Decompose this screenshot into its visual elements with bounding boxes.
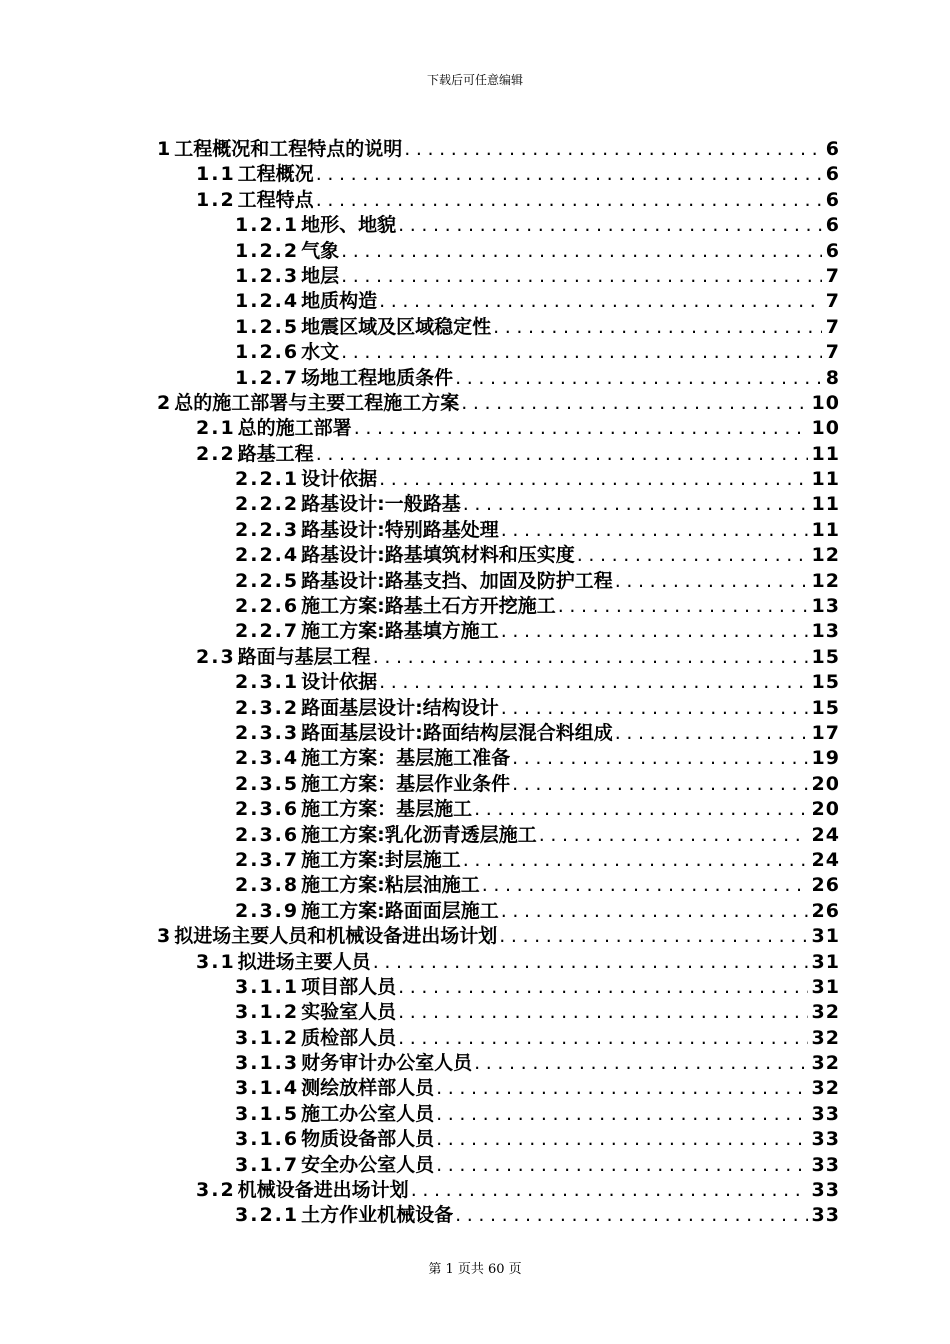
toc-entry-number: 2.2.1 xyxy=(235,468,300,491)
toc-entry-page-number: 6 xyxy=(825,214,840,237)
toc-dot-leader xyxy=(436,1153,807,1178)
toc-dot-leader xyxy=(558,594,808,619)
toc-entry[interactable] xyxy=(157,873,840,898)
toc-dot-leader xyxy=(341,340,822,365)
toc-entry-page-number: 12 xyxy=(811,544,840,567)
toc-entry[interactable] xyxy=(157,1127,840,1152)
toc-entry-page-number: 6 xyxy=(825,239,840,262)
toc-entry-page-number: 7 xyxy=(825,264,840,287)
toc-entry-page-number: 15 xyxy=(811,696,840,719)
toc-entry-page-number: 32 xyxy=(811,1052,840,1075)
toc-entry-number: 2.3.6 xyxy=(235,798,300,821)
toc-entry-number: 3.1 xyxy=(196,950,236,973)
toc-entry-title: 路基工程 xyxy=(237,442,314,465)
toc-entry-title: 安全办公室人员 xyxy=(301,1153,435,1176)
table-of-contents xyxy=(157,137,840,1229)
page-header: 下载后可任意编辑 xyxy=(426,73,523,87)
toc-entry[interactable] xyxy=(157,797,840,822)
toc-dot-leader xyxy=(482,873,808,898)
toc-entry-page-number: 8 xyxy=(825,366,840,389)
toc-entry[interactable] xyxy=(157,645,840,670)
toc-entry-page-number: 24 xyxy=(811,848,840,871)
toc-entry-title: 施工方案：基层作业条件 xyxy=(301,772,511,795)
toc-entry-number: 3.1.5 xyxy=(235,1102,300,1125)
toc-entry[interactable] xyxy=(157,442,840,467)
toc-dot-leader xyxy=(461,391,807,416)
toc-entry-number: 1.2.5 xyxy=(235,315,300,338)
toc-entry-title: 实验室人员 xyxy=(301,1001,397,1024)
toc-entry-number: 2.3.9 xyxy=(235,899,300,922)
toc-entry-title: 施工方案:粘层油施工 xyxy=(301,874,480,897)
toc-entry-title: 总的施工部署与主要工程施工方案 xyxy=(174,391,460,414)
toc-entry-title: 施工方案:路基填方施工 xyxy=(301,620,499,643)
toc-dot-leader xyxy=(463,492,808,517)
toc-entry[interactable] xyxy=(157,188,840,213)
toc-entry-title: 设计依据 xyxy=(301,671,378,694)
toc-entry-number: 2.3.2 xyxy=(235,696,300,719)
toc-entry-title: 气象 xyxy=(301,239,340,262)
toc-entry[interactable] xyxy=(157,518,840,543)
toc-entry[interactable] xyxy=(157,975,840,1000)
toc-dot-leader xyxy=(501,518,808,543)
toc-entry[interactable] xyxy=(157,924,840,949)
toc-entry-title: 机械设备进出场计划 xyxy=(237,1179,409,1202)
toc-dot-leader xyxy=(455,1203,807,1228)
toc-dot-leader xyxy=(512,772,807,797)
toc-entry-number: 2.3.1 xyxy=(235,671,300,694)
toc-entry[interactable] xyxy=(157,264,840,289)
toc-entry-number: 2.2.5 xyxy=(235,569,300,592)
toc-entry-number: 2.3.7 xyxy=(235,848,300,871)
toc-entry[interactable] xyxy=(157,543,840,568)
toc-entry-number: 3.1.2 xyxy=(235,1001,300,1024)
toc-dot-leader xyxy=(316,162,822,187)
toc-entry-title: 路基设计:路基支挡、加固及防护工程 xyxy=(301,569,613,592)
toc-entry-page-number: 32 xyxy=(811,1001,840,1024)
toc-entry[interactable] xyxy=(157,1178,840,1203)
toc-dot-leader xyxy=(379,467,807,492)
toc-entry-title: 施工办公室人员 xyxy=(301,1102,435,1125)
toc-entry-title: 工程概况和工程特点的说明 xyxy=(174,138,403,160)
toc-entry[interactable] xyxy=(157,1026,840,1051)
toc-dot-leader xyxy=(474,1051,807,1076)
toc-entry-number: 2.3.8 xyxy=(235,874,300,897)
toc-entry-title: 路基设计:特别路基处理 xyxy=(301,518,499,541)
toc-entry[interactable] xyxy=(157,569,840,594)
toc-entry-number: 2.2.4 xyxy=(235,544,300,567)
toc-entry-number: 2.3.6 xyxy=(235,823,300,846)
toc-entry-page-number: 32 xyxy=(811,1077,840,1100)
toc-dot-leader xyxy=(398,1026,807,1051)
toc-entry-page-number: 7 xyxy=(825,290,840,313)
toc-entry-number: 1 xyxy=(157,138,173,160)
toc-entry-page-number: 11 xyxy=(811,468,840,491)
toc-dot-leader xyxy=(398,213,822,238)
toc-dot-leader xyxy=(501,899,808,924)
toc-entry-page-number: 33 xyxy=(811,1204,840,1227)
toc-dot-leader xyxy=(577,543,808,568)
toc-entry-page-number: 12 xyxy=(811,569,840,592)
toc-entry-page-number: 19 xyxy=(811,747,840,770)
toc-entry-title: 质检部人员 xyxy=(301,1026,397,1049)
toc-entry-title: 工程概况 xyxy=(237,163,314,186)
toc-entry-title: 施工方案：基层施工 xyxy=(301,798,473,821)
toc-entry[interactable] xyxy=(157,899,840,924)
toc-entry-title: 拟进场主要人员 xyxy=(237,950,371,973)
toc-entry[interactable] xyxy=(157,1000,840,1025)
toc-entry-number: 2.2.6 xyxy=(235,595,300,618)
toc-entry[interactable] xyxy=(157,1203,840,1228)
toc-entry-page-number: 26 xyxy=(811,874,840,897)
toc-entry[interactable] xyxy=(157,340,840,365)
toc-entry[interactable] xyxy=(157,721,840,746)
toc-entry-title: 财务审计办公室人员 xyxy=(301,1052,473,1075)
toc-entry-number: 2.2.2 xyxy=(235,493,300,516)
toc-entry-title: 施工方案:路面面层施工 xyxy=(301,899,499,922)
toc-entry-page-number: 13 xyxy=(811,620,840,643)
toc-entry-number: 1.2.7 xyxy=(235,366,300,389)
toc-entry[interactable] xyxy=(157,492,840,517)
toc-entry[interactable] xyxy=(157,1051,840,1076)
toc-entry-number: 2.3.3 xyxy=(235,721,300,744)
toc-entry-number: 3.1.7 xyxy=(235,1153,300,1176)
toc-dot-leader xyxy=(341,264,822,289)
toc-entry-number: 1.2.2 xyxy=(235,239,300,262)
toc-entry[interactable] xyxy=(157,1076,840,1101)
toc-dot-leader xyxy=(436,1076,807,1101)
toc-dot-leader xyxy=(404,137,822,162)
toc-entry[interactable] xyxy=(157,619,840,644)
toc-entry-title: 施工方案:封层施工 xyxy=(301,848,461,871)
toc-entry[interactable] xyxy=(157,594,840,619)
toc-entry-number: 1.1 xyxy=(196,163,236,186)
toc-entry-title: 拟进场主要人员和机械设备进出场计划 xyxy=(174,925,498,948)
toc-dot-leader xyxy=(373,645,808,670)
toc-entry-page-number: 33 xyxy=(811,1102,840,1125)
toc-entry-number: 3.1.4 xyxy=(235,1077,300,1100)
toc-dot-leader xyxy=(493,315,822,340)
toc-dot-leader xyxy=(436,1127,807,1152)
toc-entry[interactable] xyxy=(157,162,840,187)
toc-entry-number: 1.2 xyxy=(196,188,236,211)
toc-entry[interactable] xyxy=(157,315,840,340)
toc-entry-page-number: 31 xyxy=(811,925,840,948)
toc-entry-title: 施工方案:路基土石方开挖施工 xyxy=(301,595,556,618)
toc-entry-title: 地震区域及区域稳定性 xyxy=(301,315,492,338)
toc-entry[interactable] xyxy=(157,137,840,162)
page-footer: 第 1 页共 60 页 xyxy=(428,1262,522,1277)
toc-entry-number: 2 xyxy=(157,391,173,414)
toc-entry-title: 施工方案：基层施工准备 xyxy=(301,747,511,770)
toc-entry[interactable] xyxy=(157,670,840,695)
toc-dot-leader xyxy=(501,696,808,721)
toc-entry-title: 水文 xyxy=(301,341,340,364)
toc-entry-page-number: 10 xyxy=(811,417,840,440)
toc-entry-number: 2.2.3 xyxy=(235,518,300,541)
toc-entry[interactable] xyxy=(157,1153,840,1178)
toc-entry-number: 2.2 xyxy=(196,442,236,465)
toc-dot-leader xyxy=(615,721,808,746)
toc-entry-title: 设计依据 xyxy=(301,468,378,491)
toc-entry-title: 工程特点 xyxy=(237,188,314,211)
toc-entry-page-number: 7 xyxy=(825,315,840,338)
toc-entry-title: 场地工程地质条件 xyxy=(301,366,454,389)
toc-entry-title: 测绘放样部人员 xyxy=(301,1077,435,1100)
toc-entry-page-number: 10 xyxy=(811,391,840,414)
toc-dot-leader xyxy=(379,670,807,695)
toc-entry[interactable] xyxy=(157,696,840,721)
toc-entry-page-number: 6 xyxy=(825,188,840,211)
toc-entry-number: 1.2.1 xyxy=(235,214,300,237)
toc-dot-leader xyxy=(615,569,808,594)
toc-entry-number: 2.3.4 xyxy=(235,747,300,770)
toc-dot-leader xyxy=(341,239,822,264)
toc-entry-number: 1.2.4 xyxy=(235,290,300,313)
toc-entry-number: 3.2 xyxy=(196,1179,236,1202)
toc-entry-page-number: 33 xyxy=(811,1153,840,1176)
toc-entry-page-number: 15 xyxy=(811,671,840,694)
toc-entry-title: 路面与基层工程 xyxy=(237,645,371,668)
toc-entry[interactable] xyxy=(157,239,840,264)
toc-entry-number: 3 xyxy=(157,925,173,948)
toc-entry-title: 总的施工部署 xyxy=(237,417,352,440)
toc-entry-page-number: 32 xyxy=(811,1026,840,1049)
toc-entry-page-number: 24 xyxy=(811,823,840,846)
toc-entry[interactable] xyxy=(157,467,840,492)
toc-entry[interactable] xyxy=(157,950,840,975)
toc-entry[interactable] xyxy=(157,391,840,416)
toc-entry-number: 2.1 xyxy=(196,417,236,440)
toc-dot-leader xyxy=(463,848,808,873)
toc-entry[interactable] xyxy=(157,213,840,238)
toc-entry-page-number: 11 xyxy=(811,442,840,465)
toc-dot-leader xyxy=(499,924,807,949)
toc-entry-number: 3.1.3 xyxy=(235,1052,300,1075)
toc-dot-leader xyxy=(398,1000,807,1025)
toc-entry-title: 地层 xyxy=(301,264,340,287)
toc-dot-leader xyxy=(316,188,822,213)
toc-dot-leader xyxy=(501,619,808,644)
toc-entry-page-number: 26 xyxy=(811,899,840,922)
toc-entry-title: 施工方案:乳化沥青透层施工 xyxy=(301,823,537,846)
toc-entry-title: 土方作业机械设备 xyxy=(301,1204,454,1227)
toc-entry-title: 物质设备部人员 xyxy=(301,1128,435,1151)
toc-entry-page-number: 33 xyxy=(811,1179,840,1202)
toc-entry[interactable] xyxy=(157,848,840,873)
toc-dot-leader xyxy=(411,1178,808,1203)
toc-dot-leader xyxy=(354,416,808,441)
toc-entry-number: 3.1.1 xyxy=(235,975,300,998)
toc-dot-leader xyxy=(398,975,807,1000)
toc-entry[interactable] xyxy=(157,772,840,797)
toc-entry-number: 2.2.7 xyxy=(235,620,300,643)
toc-dot-leader xyxy=(455,366,822,391)
toc-entry-page-number: 6 xyxy=(825,163,840,186)
toc-entry-page-number: 13 xyxy=(811,595,840,618)
toc-entry-title: 路面基层设计:结构设计 xyxy=(301,696,499,719)
toc-entry[interactable] xyxy=(157,366,840,391)
toc-entry-number: 2.3 xyxy=(196,645,236,668)
toc-entry-page-number: 31 xyxy=(811,950,840,973)
toc-entry[interactable] xyxy=(157,1102,840,1127)
toc-entry-title: 路面基层设计:路面结构层混合料组成 xyxy=(301,721,613,744)
toc-entry-number: 3.2.1 xyxy=(235,1204,300,1227)
toc-entry-number: 1.2.6 xyxy=(235,341,300,364)
toc-dot-leader xyxy=(316,442,808,467)
toc-entry-number: 3.1.6 xyxy=(235,1128,300,1151)
toc-entry[interactable] xyxy=(157,823,840,848)
toc-entry[interactable] xyxy=(157,289,840,314)
toc-dot-leader xyxy=(436,1102,807,1127)
toc-entry-title: 地质构造 xyxy=(301,290,378,313)
toc-entry-title: 项目部人员 xyxy=(301,975,397,998)
toc-entry-page-number: 11 xyxy=(811,518,840,541)
toc-dot-leader xyxy=(373,950,808,975)
toc-entry-title: 地形、地貌 xyxy=(301,214,397,237)
toc-entry-page-number: 20 xyxy=(811,772,840,795)
toc-entry-page-number: 20 xyxy=(811,798,840,821)
toc-entry-number: 1.2.3 xyxy=(235,264,300,287)
toc-entry-page-number: 31 xyxy=(811,975,840,998)
toc-entry-page-number: 17 xyxy=(811,721,840,744)
toc-entry-page-number: 6 xyxy=(825,138,840,160)
toc-entry-page-number: 33 xyxy=(811,1128,840,1151)
toc-entry[interactable] xyxy=(157,416,840,441)
toc-dot-leader xyxy=(379,289,822,314)
toc-dot-leader xyxy=(474,797,807,822)
toc-entry-number: 3.1.2 xyxy=(235,1026,300,1049)
toc-entry-title: 路基设计:一般路基 xyxy=(301,493,461,516)
toc-entry-page-number: 11 xyxy=(811,493,840,516)
toc-entry-number: 2.3.5 xyxy=(235,772,300,795)
toc-entry-page-number: 15 xyxy=(811,645,840,668)
toc-entry[interactable] xyxy=(157,746,840,771)
toc-entry-title: 路基设计:路基填筑材料和压实度 xyxy=(301,544,575,567)
toc-entry-page-number: 7 xyxy=(825,341,840,364)
toc-dot-leader xyxy=(539,823,808,848)
toc-dot-leader xyxy=(512,746,807,771)
